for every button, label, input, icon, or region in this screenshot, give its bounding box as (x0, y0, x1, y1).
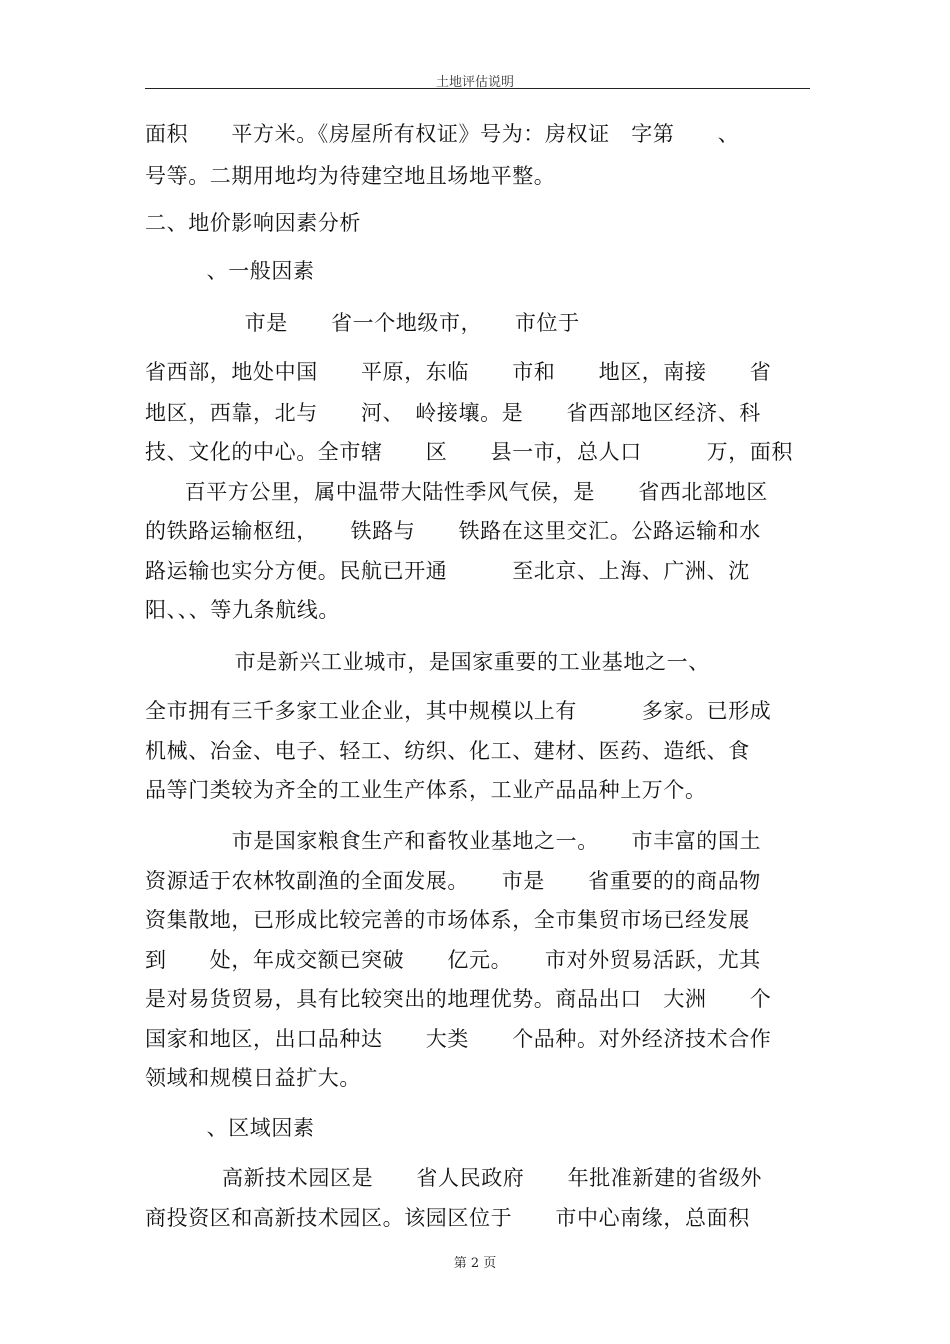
paragraph-line: 商投资区和高新技术园区。该园区位于 市中心南缘，总面积 (145, 1206, 750, 1230)
text-line: 号等。二期用地均为待建空地且场地平整。 (145, 164, 556, 188)
paragraph-line: 的铁路运输枢纽， 铁路与 铁路在这里交汇。公路运输和水 (145, 519, 761, 543)
paragraph-line: 机械、冶金、电子、轻工、纺织、化工、建材、医药、造纸、食 (145, 739, 750, 763)
paragraph-line: 省西部，地处中国 平原，东临 市和 地区，南接 省 (145, 360, 772, 384)
paragraph-line: 阳、、、等九条航线。 (145, 598, 340, 622)
paragraph-line: 到 处，年成交额已突破 亿元。 市对外贸易活跃，尤其 (145, 948, 761, 972)
page-number: 第 2 页 (453, 1256, 497, 1271)
paragraph-line: 市是 省一个地级市， 市位于 (223, 311, 580, 335)
paragraph-line: 市是国家粮食生产和畜牧业基地之一。 市丰富的国土 (210, 829, 762, 853)
subsection-heading: 、一般因素 (185, 259, 315, 283)
paragraph-line: 技、文化的中心。全市辖 区 县一市，总人口 万，面积 (145, 440, 793, 464)
paragraph-line: 市是新兴工业城市，是国家重要的工业基地之一、 (213, 650, 710, 674)
paragraph-line: 高新技术园区是 省人民政府 年批准新建的省级外 (222, 1166, 762, 1190)
section-heading: 二、地价影响因素分析 (145, 211, 361, 235)
paragraph-line: 品等门类较为齐全的工业生产体系，工业产品品种上万个。 (145, 778, 707, 802)
paragraph-line: 资集散地，已形成比较完善的市场体系，全市集贸市场已经发展 (145, 908, 750, 932)
subsection-heading: 、区域因素 (185, 1116, 315, 1140)
paragraph-line: 是对易货贸易，具有比较突出的地理优势。商品出口 大洲 个 (145, 987, 772, 1011)
paragraph-line: 全市拥有三千多家工业企业，其中规模以上有 多家。已形成 (145, 699, 772, 723)
header-title: 土地评估说明 (435, 75, 514, 90)
paragraph-line: 地区，西靠，北与 河、 岭接壤。是 省西部地区经济、科 (145, 401, 761, 425)
paragraph-line: 百平方公里，属中温带大陆性季风气侯，是 省西北部地区 (163, 480, 768, 504)
header-divider (145, 88, 810, 89)
paragraph-line: 资源适于农林牧副渔的全面发展。 市是 省重要的的商品物 (145, 869, 761, 893)
paragraph-line: 国家和地区，出口品种达 大类 个品种。对外经济技术合作 (145, 1027, 772, 1051)
paragraph-line: 路运输也实分方便。民航已开通 至北京、上海、广洲、沈 (145, 559, 750, 583)
text-line: 面积 平方米。《房屋所有权证》号为：房权证 字第 、 (145, 122, 740, 146)
paragraph-line: 领域和规模日益扩大。 (145, 1066, 361, 1090)
